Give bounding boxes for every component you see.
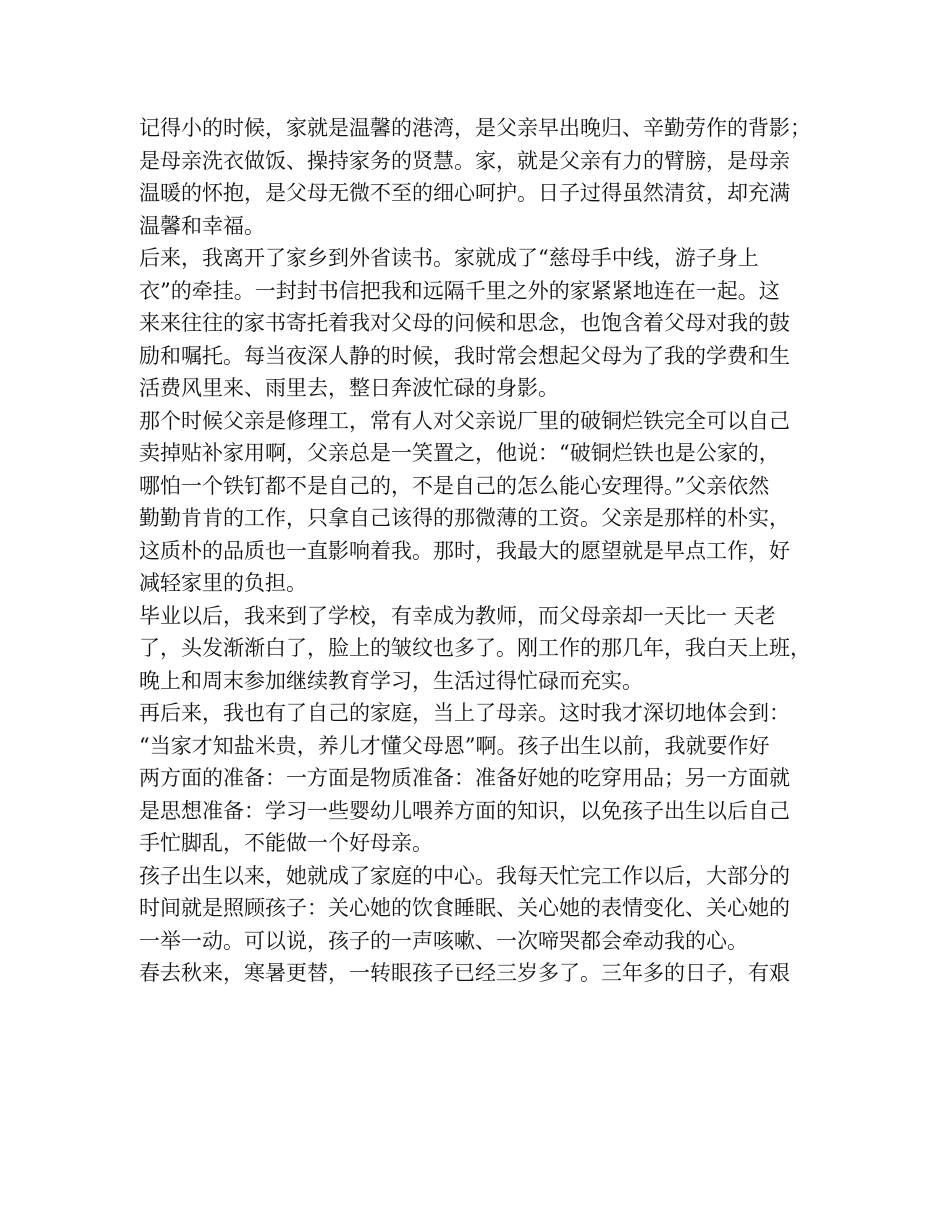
- text-line: 衣”的牵挂。一封封书信把我和远隔千里之外的家紧紧地连在一起。这: [139, 278, 780, 303]
- text-line: 一举一动。可以说，孩子的一声咳嗽、一次啼哭都会牵动我的心。: [139, 928, 748, 953]
- paragraph: [139, 957, 829, 990]
- text-line: 毕业以后，我来到了学校，有幸成为教师，而父母亲却一天比一 天老: [139, 603, 776, 628]
- text-line: 温暖的怀抱，是父母无微不至的细心呵护。日子过得虽然清贫，却充满: [139, 181, 790, 205]
- paragraph: [139, 242, 829, 405]
- paragraph: [139, 405, 829, 600]
- text-line: 孩子出生以来，她就成了家庭的中心。我每天忙完工作以后，大部分的: [139, 863, 790, 888]
- text-line: 哪怕一个铁钉都不是自己的，不是自己的怎么能心安理得。”父亲依然: [139, 473, 770, 498]
- text-line: 记得小的时候，家就是温馨的港湾，是父亲早出晚归、辛勤劳作的背影；: [139, 116, 811, 140]
- text-line: 来来往往的家书寄托着我对父母的问候和思念，也饱含着父母对我的鼓: [139, 311, 790, 335]
- text-line: 是母亲洗衣做饭、操持家务的贤慧。家，就是父亲有力的臂膀，是母亲: [139, 148, 790, 173]
- text-line: “当家才知盐米贵，养儿才懂父母恩”啊。孩子出生以前，我就要作好: [139, 733, 770, 758]
- text-line: 卖掉贴补家用啊，父亲总是一笑置之，他说：“破铜烂铁也是公家的，: [139, 441, 780, 465]
- text-line: 春去秋来，寒暑更替，一转眼孩子已经三岁多了。三年多的日子，有艰: [139, 961, 790, 985]
- paragraph: [139, 697, 829, 860]
- paragraph: [139, 860, 829, 958]
- text-line: 勤勤肯肯的工作，只拿自己该得的那微薄的工资。父亲是那样的朴实，: [139, 506, 790, 530]
- text-line: 温馨和幸福。: [139, 213, 265, 238]
- text-line: 这质朴的品质也一直影响着我。那时，我最大的愿望就是早点工作，好: [139, 538, 790, 563]
- text-line: 时间就是照顾孩子：关心她的饮食睡眠、关心她的表情变化、关心她的: [139, 896, 790, 920]
- text-line: 了，头发渐渐白了，脸上的皱纹也多了。刚工作的那几年，我白天上班，: [139, 636, 811, 660]
- text-line: 活费风里来、雨里去，整日奔波忙碌的身影。: [139, 376, 559, 400]
- paragraph: [139, 600, 829, 698]
- text-line: 减轻家里的负担。: [139, 571, 307, 595]
- text-line: 励和嘱托。每当夜深人静的时候，我时常会想起父母为了我的学费和生: [139, 343, 790, 368]
- text-line: 是思想准备：学习一些婴幼儿喂养方面的知识，以免孩子出生以后自己: [139, 798, 790, 823]
- text-line: 再后来，我也有了自己的家庭，当上了母亲。这时我才深切地体会到：: [139, 701, 790, 725]
- text-line: 手忙脚乱，不能做一个好母亲。: [139, 831, 433, 855]
- text-line: 那个时候父亲是修理工，常有人对父亲说厂里的破铜烂铁完全可以自己: [139, 408, 790, 433]
- document-body: [139, 112, 829, 990]
- text-line: 晚上和周末参加继续教育学习，生活过得忙碌而充实。: [139, 668, 643, 693]
- text-line: 后来，我离开了家乡到外省读书。家就成了“慈母手中线，游子身上: [139, 246, 759, 270]
- paragraph: [139, 112, 829, 242]
- text-line: 两方面的准备：一方面是物质准备：准备好她的吃穿用品；另一方面就: [139, 766, 790, 790]
